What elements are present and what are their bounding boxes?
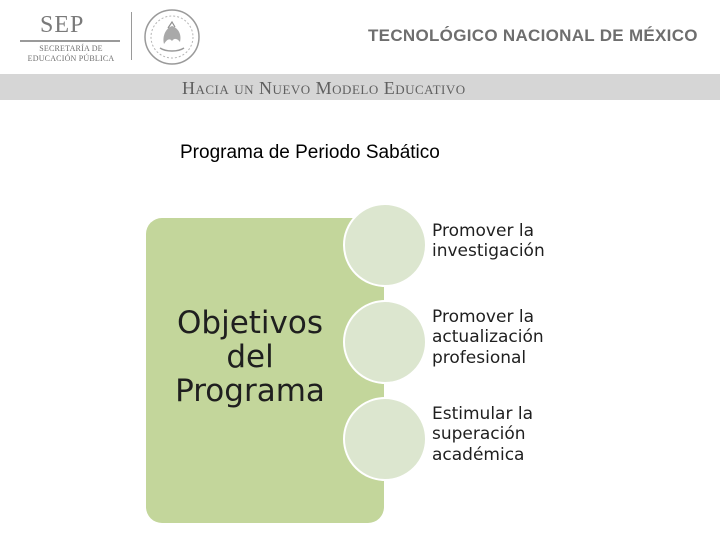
objective-item-line: actualización <box>432 327 544 348</box>
sep-logo <box>16 12 122 66</box>
objective-item-line: Promover la <box>432 307 534 327</box>
objective-bullet-circle <box>343 300 427 384</box>
sep-logo-mark: SEP <box>40 12 85 38</box>
objectives-label-line: Objetivos <box>177 305 323 341</box>
slide-title: Programa de Periodo Sabático <box>180 142 440 163</box>
objective-item-line: Estimular la <box>432 404 533 424</box>
objective-bullet-circle <box>343 397 427 481</box>
objective-item-line: investigación <box>432 241 545 262</box>
objective-item-line: Promover la <box>432 221 534 241</box>
objective-item-line: superación <box>432 424 526 445</box>
institution-title: TECNOLÓGICO NACIONAL DE MÉXICO <box>368 26 698 45</box>
objectives-label-line: del <box>226 339 274 376</box>
header-divider <box>131 12 132 60</box>
header <box>0 0 720 72</box>
sep-logo-subtitle-line-1: SECRETARÍA DE <box>39 44 103 53</box>
objectives-label <box>146 306 354 408</box>
slogan-banner <box>0 74 720 100</box>
sep-logo-subtitle-line-2: EDUCACIÓN PÚBLICA <box>27 54 115 63</box>
objective-item <box>432 307 592 368</box>
sep-logo-divider <box>20 40 120 42</box>
objective-bullet-circle <box>343 203 427 287</box>
objective-item <box>432 404 592 465</box>
slogan-text: Hacia un Nuevo Modelo Educativo <box>182 78 466 98</box>
objective-item-line: académica <box>432 444 525 465</box>
objective-item-line: profesional <box>432 347 527 368</box>
coat-of-arms-seal-icon <box>140 8 204 66</box>
objectives-label-line: Programa <box>175 373 325 410</box>
objective-item <box>432 221 592 262</box>
